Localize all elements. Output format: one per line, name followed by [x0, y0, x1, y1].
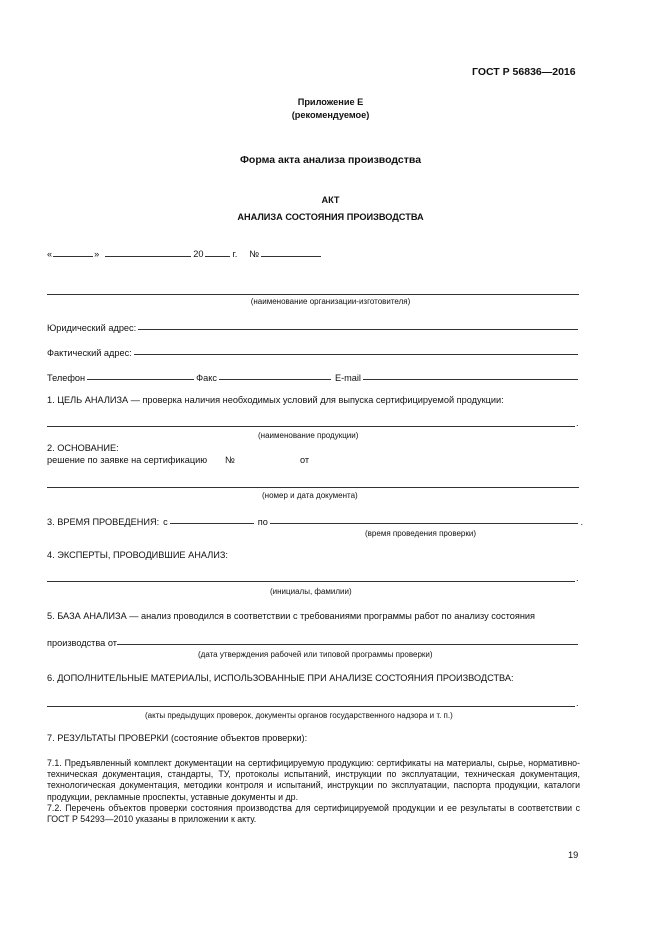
day-field[interactable] [53, 256, 93, 257]
section-3-row [47, 513, 583, 527]
phone-field[interactable] [87, 379, 194, 380]
product-name-field[interactable] [47, 426, 575, 427]
section-7-paragraphs [47, 758, 580, 825]
section-4-end: . [576, 573, 579, 583]
appendix-status: (рекомендуемое) [291, 110, 370, 120]
program-date-field[interactable] [117, 644, 578, 645]
document-field[interactable] [47, 487, 579, 488]
month-field[interactable] [105, 256, 191, 257]
section-6-end: . [576, 698, 579, 708]
actual-address-label: Фактический адрес: [47, 348, 132, 358]
section-6-heading: 6. ДОПОЛНИТЕЛЬНЫЕ МАТЕРИАЛЫ, ИСПОЛЬЗОВАННЫЕ ПРИ АНАЛИЗЕ СОСТОЯНИЯ ПРОИЗВОДСТВА: [47, 673, 514, 683]
actual-address-field[interactable] [134, 354, 578, 355]
time-from-field[interactable] [170, 523, 254, 524]
act-subtitle: АНАЛИЗА СОСТОЯНИЯ ПРОИЗВОДСТВА [237, 212, 424, 222]
standard-code: ГОСТ Р 56836—2016 [472, 66, 576, 78]
experts-caption: (инициалы, фамилии) [270, 587, 352, 596]
fax-label: Факс [196, 373, 217, 383]
section-3-to: по [257, 517, 268, 527]
phone-label: Телефон [47, 373, 86, 383]
time-to-field[interactable] [270, 523, 579, 524]
act-title: АКТ [321, 195, 340, 205]
page-number: 19 [568, 850, 579, 860]
legal-address-label: Юридический адрес: [47, 323, 137, 333]
legal-address-field[interactable] [138, 329, 578, 330]
materials-caption: (акты предыдущих проверок, документы органов государственного надзора и т. п.) [145, 711, 453, 720]
year-prefix: 20 [193, 249, 204, 259]
time-caption: (время проведения проверки) [365, 529, 477, 538]
section-4-heading: 4. ЭКСПЕРТЫ, ПРОВОДИВШИЕ АНАЛИЗ: [47, 550, 228, 560]
section-2-number: № [225, 455, 235, 465]
document-caption: (номер и дата документа) [262, 491, 358, 500]
section-7-2: 7.2. Перечень объектов проверки состояния производства для сертифицируемой продукции и ее результаты в соответствии с ГОСТ Р 54293—2010 указаны в приложении к акту. [47, 802, 580, 825]
section-5-row [47, 634, 580, 648]
fax-field[interactable] [219, 379, 331, 380]
experts-field[interactable] [47, 581, 575, 582]
section-3-label: 3. ВРЕМЯ ПРОВЕДЕНИЯ: [47, 517, 160, 527]
email-field[interactable] [363, 379, 578, 380]
year-field[interactable] [205, 256, 230, 257]
section-1-end: . [576, 418, 579, 428]
form-title: Форма акта анализа производства [239, 154, 422, 166]
number-label: № [249, 249, 260, 259]
section-5-text: 5. БАЗА АНАЛИЗА — анализ проводился в соответствии с требованиями программы работ по анализу состояния [47, 611, 536, 621]
section-2-from: от [300, 455, 310, 465]
materials-field[interactable] [47, 706, 575, 707]
section-7-1: 7.1. Предъявленный комплект документации на сертифицируемую продукцию: сертификаты на материалы, сырье, нормативно-техническая документация, стандарты, ТУ, протоколы испытаний, инструкции по эксплуатации, техническая документация, технологическая документация, методики контроля и испытаний, инструкции по эксплуатации, паспорта продукции, каталоги продукции, рекламные проспекты, уставные документы и др. [47, 758, 580, 802]
org-name-field[interactable] [47, 294, 579, 295]
section-3-from: с [163, 517, 168, 527]
section-1-text: 1. ЦЕЛЬ АНАЛИЗА — проверка наличия необходимых условий для выпуска сертифицируемой продукции: [47, 395, 504, 405]
date-line [47, 249, 321, 259]
email-label: E-mail [334, 373, 361, 383]
date-close-quote: » [94, 249, 100, 259]
appendix-title: Приложение Е [297, 97, 364, 107]
section-3-end: . [580, 517, 583, 527]
section-2-line: решение по заявке на сертификацию [47, 455, 208, 465]
actual-address-row [47, 344, 580, 358]
number-field[interactable] [261, 256, 321, 257]
year-suffix: г. [232, 249, 238, 259]
contacts-row [47, 369, 580, 383]
product-name-caption: (наименование продукции) [258, 431, 359, 440]
section-5-line2: производства от [47, 638, 117, 648]
section-7-heading: 7. РЕЗУЛЬТАТЫ ПРОВЕРКИ (состояние объектов проверки): [47, 733, 308, 743]
section-2-heading: 2. ОСНОВАНИЕ: [47, 443, 119, 453]
legal-address-row [47, 319, 580, 333]
program-date-caption: (дата утверждения рабочей или типовой программы проверки) [198, 650, 433, 659]
date-open-quote: « [47, 249, 53, 259]
org-name-caption: (наименование организации-изготовителя) [250, 297, 411, 306]
